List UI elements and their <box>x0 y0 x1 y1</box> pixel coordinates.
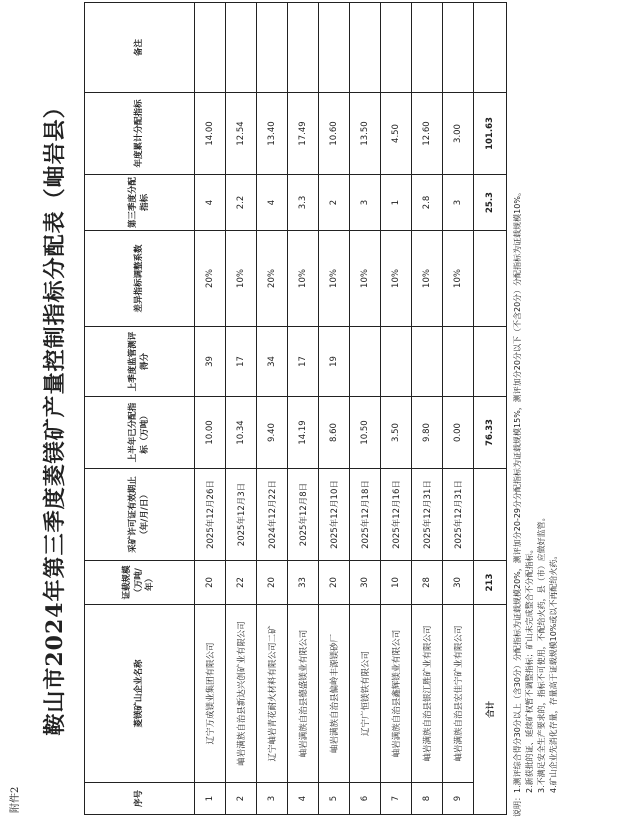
company-name: 辽宁万成镁业集团有限公司 <box>195 605 226 783</box>
license-expiry: 2025年12月31日 <box>443 469 474 561</box>
company-name: 辽宁广恒镁铁有限公司 <box>350 605 381 783</box>
total-q3: 25.3 <box>474 175 507 231</box>
total-h1: 76.33 <box>474 397 507 469</box>
allocation-table <box>84 2 507 815</box>
header-cell: 上半年已分配指标（万吨） <box>85 397 195 469</box>
company-name: 岫岩满族自治县银江胜矿业有限公司 <box>412 605 443 783</box>
supervision-score: 34 <box>257 327 288 397</box>
remark <box>319 3 350 93</box>
annual-allocation: 12.60 <box>412 93 443 175</box>
adjust-coefficient: 10% <box>350 231 381 327</box>
table-row <box>381 3 412 815</box>
total-scale: 213 <box>474 561 507 605</box>
empty-cell <box>474 327 507 397</box>
remark <box>412 3 443 93</box>
license-expiry: 2025年12月18日 <box>350 469 381 561</box>
supervision-score <box>443 327 474 397</box>
q3-allocation: 3.3 <box>288 175 319 231</box>
licensed-scale: 22 <box>226 561 257 605</box>
h1-allocation: 8.60 <box>319 397 350 469</box>
total-label: 合计 <box>474 605 507 815</box>
table-row <box>257 3 288 815</box>
annual-allocation: 13.40 <box>257 93 288 175</box>
license-expiry: 2025年12月3日 <box>226 469 257 561</box>
note-line: 3.不满足安全生产要求的，指标不可使用，不配给火药，县（市）应做好监管。 <box>537 513 546 793</box>
supervision-score: 39 <box>195 327 226 397</box>
row-number: 8 <box>412 783 443 815</box>
adjust-coefficient: 10% <box>226 231 257 327</box>
company-name: 岫岩满族自治县德盛镁业有限公司 <box>288 605 319 783</box>
h1-allocation: 14.19 <box>288 397 319 469</box>
header-row <box>85 3 195 815</box>
note-line: 2.新获批的证、延续矿权暂不调整指标；矿山未完成整合不分配指标。 <box>525 545 534 793</box>
license-expiry: 2025年12月26日 <box>195 469 226 561</box>
table-row <box>226 3 257 815</box>
annual-allocation: 17.49 <box>288 93 319 175</box>
supervision-score: 17 <box>226 327 257 397</box>
h1-allocation: 10.50 <box>350 397 381 469</box>
adjust-coefficient: 10% <box>412 231 443 327</box>
supervision-score: 17 <box>288 327 319 397</box>
remark <box>226 3 257 93</box>
q3-allocation: 1 <box>381 175 412 231</box>
q3-allocation: 3 <box>350 175 381 231</box>
header-cell: 采矿许可证有效期止（年/月/日） <box>85 469 195 561</box>
header-cell: 序号 <box>85 783 195 815</box>
table-row <box>350 3 381 815</box>
note-line: 说明：1.测评综合得分30分以上（含30分）分配指标为证载规模20%，测评加分20-29分分配指标为证载规模15%，测评加分20分以下（不含20分）分配指标为证载规模10%。 <box>513 188 522 817</box>
header-cell: 备注 <box>85 3 195 93</box>
total-row <box>474 3 507 815</box>
header-cell: 第三季度分配指标 <box>85 175 195 231</box>
licensed-scale: 20 <box>257 561 288 605</box>
adjust-coefficient: 20% <box>195 231 226 327</box>
note-line: 4.矿山企业先消化存量，存量高于证载规模10%或以不再配给火药。 <box>549 551 558 793</box>
header-cell: 差异指标调整系数 <box>85 231 195 327</box>
licensed-scale: 10 <box>381 561 412 605</box>
document-title: 鞍山市2024年第三季度菱镁矿产量控制指标分配表（岫岩县） <box>42 95 68 736</box>
remark <box>443 3 474 93</box>
empty-cell <box>474 3 507 93</box>
table-row <box>443 3 474 815</box>
license-expiry: 2025年12月10日 <box>319 469 350 561</box>
empty-cell <box>474 469 507 561</box>
adjust-coefficient: 20% <box>257 231 288 327</box>
q3-allocation: 4 <box>257 175 288 231</box>
h1-allocation: 10.34 <box>226 397 257 469</box>
row-number: 4 <box>288 783 319 815</box>
license-expiry: 2025年12月31日 <box>412 469 443 561</box>
row-number: 7 <box>381 783 412 815</box>
adjust-coefficient: 10% <box>381 231 412 327</box>
q3-allocation: 2 <box>319 175 350 231</box>
h1-allocation: 3.50 <box>381 397 412 469</box>
h1-allocation: 9.80 <box>412 397 443 469</box>
table-row <box>195 3 226 815</box>
licensed-scale: 20 <box>319 561 350 605</box>
adjust-coefficient: 10% <box>319 231 350 327</box>
supervision-score <box>412 327 443 397</box>
company-name: 辽宁岫岩青花耐火材料有限公司二矿 <box>257 605 288 783</box>
company-name: 岫岩满族自治县新达兴创矿业有限公司 <box>226 605 257 783</box>
supervision-score <box>381 327 412 397</box>
empty-cell <box>474 231 507 327</box>
attachment-label: 附件2 <box>10 786 21 813</box>
license-expiry: 2025年12月16日 <box>381 469 412 561</box>
licensed-scale: 30 <box>350 561 381 605</box>
q3-allocation: 2.8 <box>412 175 443 231</box>
header-cell: 年度累计分配指标 <box>85 93 195 175</box>
remark <box>381 3 412 93</box>
annual-allocation: 4.50 <box>381 93 412 175</box>
annual-allocation: 3.00 <box>443 93 474 175</box>
h1-allocation: 0.00 <box>443 397 474 469</box>
remark <box>257 3 288 93</box>
supervision-score: 19 <box>319 327 350 397</box>
row-number: 6 <box>350 783 381 815</box>
table-row <box>319 3 350 815</box>
licensed-scale: 30 <box>443 561 474 605</box>
annual-allocation: 12.54 <box>226 93 257 175</box>
remark <box>350 3 381 93</box>
annual-allocation: 14.00 <box>195 93 226 175</box>
row-number: 5 <box>319 783 350 815</box>
h1-allocation: 9.40 <box>257 397 288 469</box>
h1-allocation: 10.00 <box>195 397 226 469</box>
notes-section <box>512 17 560 817</box>
license-expiry: 2024年12月22日 <box>257 469 288 561</box>
licensed-scale: 28 <box>412 561 443 605</box>
header-cell: 上季度监管测评得分 <box>85 327 195 397</box>
total-annual: 101.63 <box>474 93 507 175</box>
header-cell: 证载规模（万吨/年） <box>85 561 195 605</box>
adjust-coefficient: 10% <box>288 231 319 327</box>
remark <box>195 3 226 93</box>
adjust-coefficient: 10% <box>443 231 474 327</box>
remark <box>288 3 319 93</box>
licensed-scale: 33 <box>288 561 319 605</box>
header-cell: 菱镁矿山企业名称 <box>85 605 195 783</box>
row-number: 3 <box>257 783 288 815</box>
row-number: 2 <box>226 783 257 815</box>
company-name: 岫岩满族自治县偏岭丰源镁砂厂 <box>319 605 350 783</box>
company-name: 岫岩满族自治县鑫辉镁业有限公司 <box>381 605 412 783</box>
q3-allocation: 2.2 <box>226 175 257 231</box>
annual-allocation: 13.50 <box>350 93 381 175</box>
q3-allocation: 4 <box>195 175 226 231</box>
table-row <box>288 3 319 815</box>
row-number: 9 <box>443 783 474 815</box>
annual-allocation: 10.60 <box>319 93 350 175</box>
q3-allocation: 3 <box>443 175 474 231</box>
row-number: 1 <box>195 783 226 815</box>
license-expiry: 2025年12月8日 <box>288 469 319 561</box>
table-row <box>412 3 443 815</box>
company-name: 岫岩满族自治县宏佳宁矿业有限公司 <box>443 605 474 783</box>
licensed-scale: 20 <box>195 561 226 605</box>
supervision-score <box>350 327 381 397</box>
